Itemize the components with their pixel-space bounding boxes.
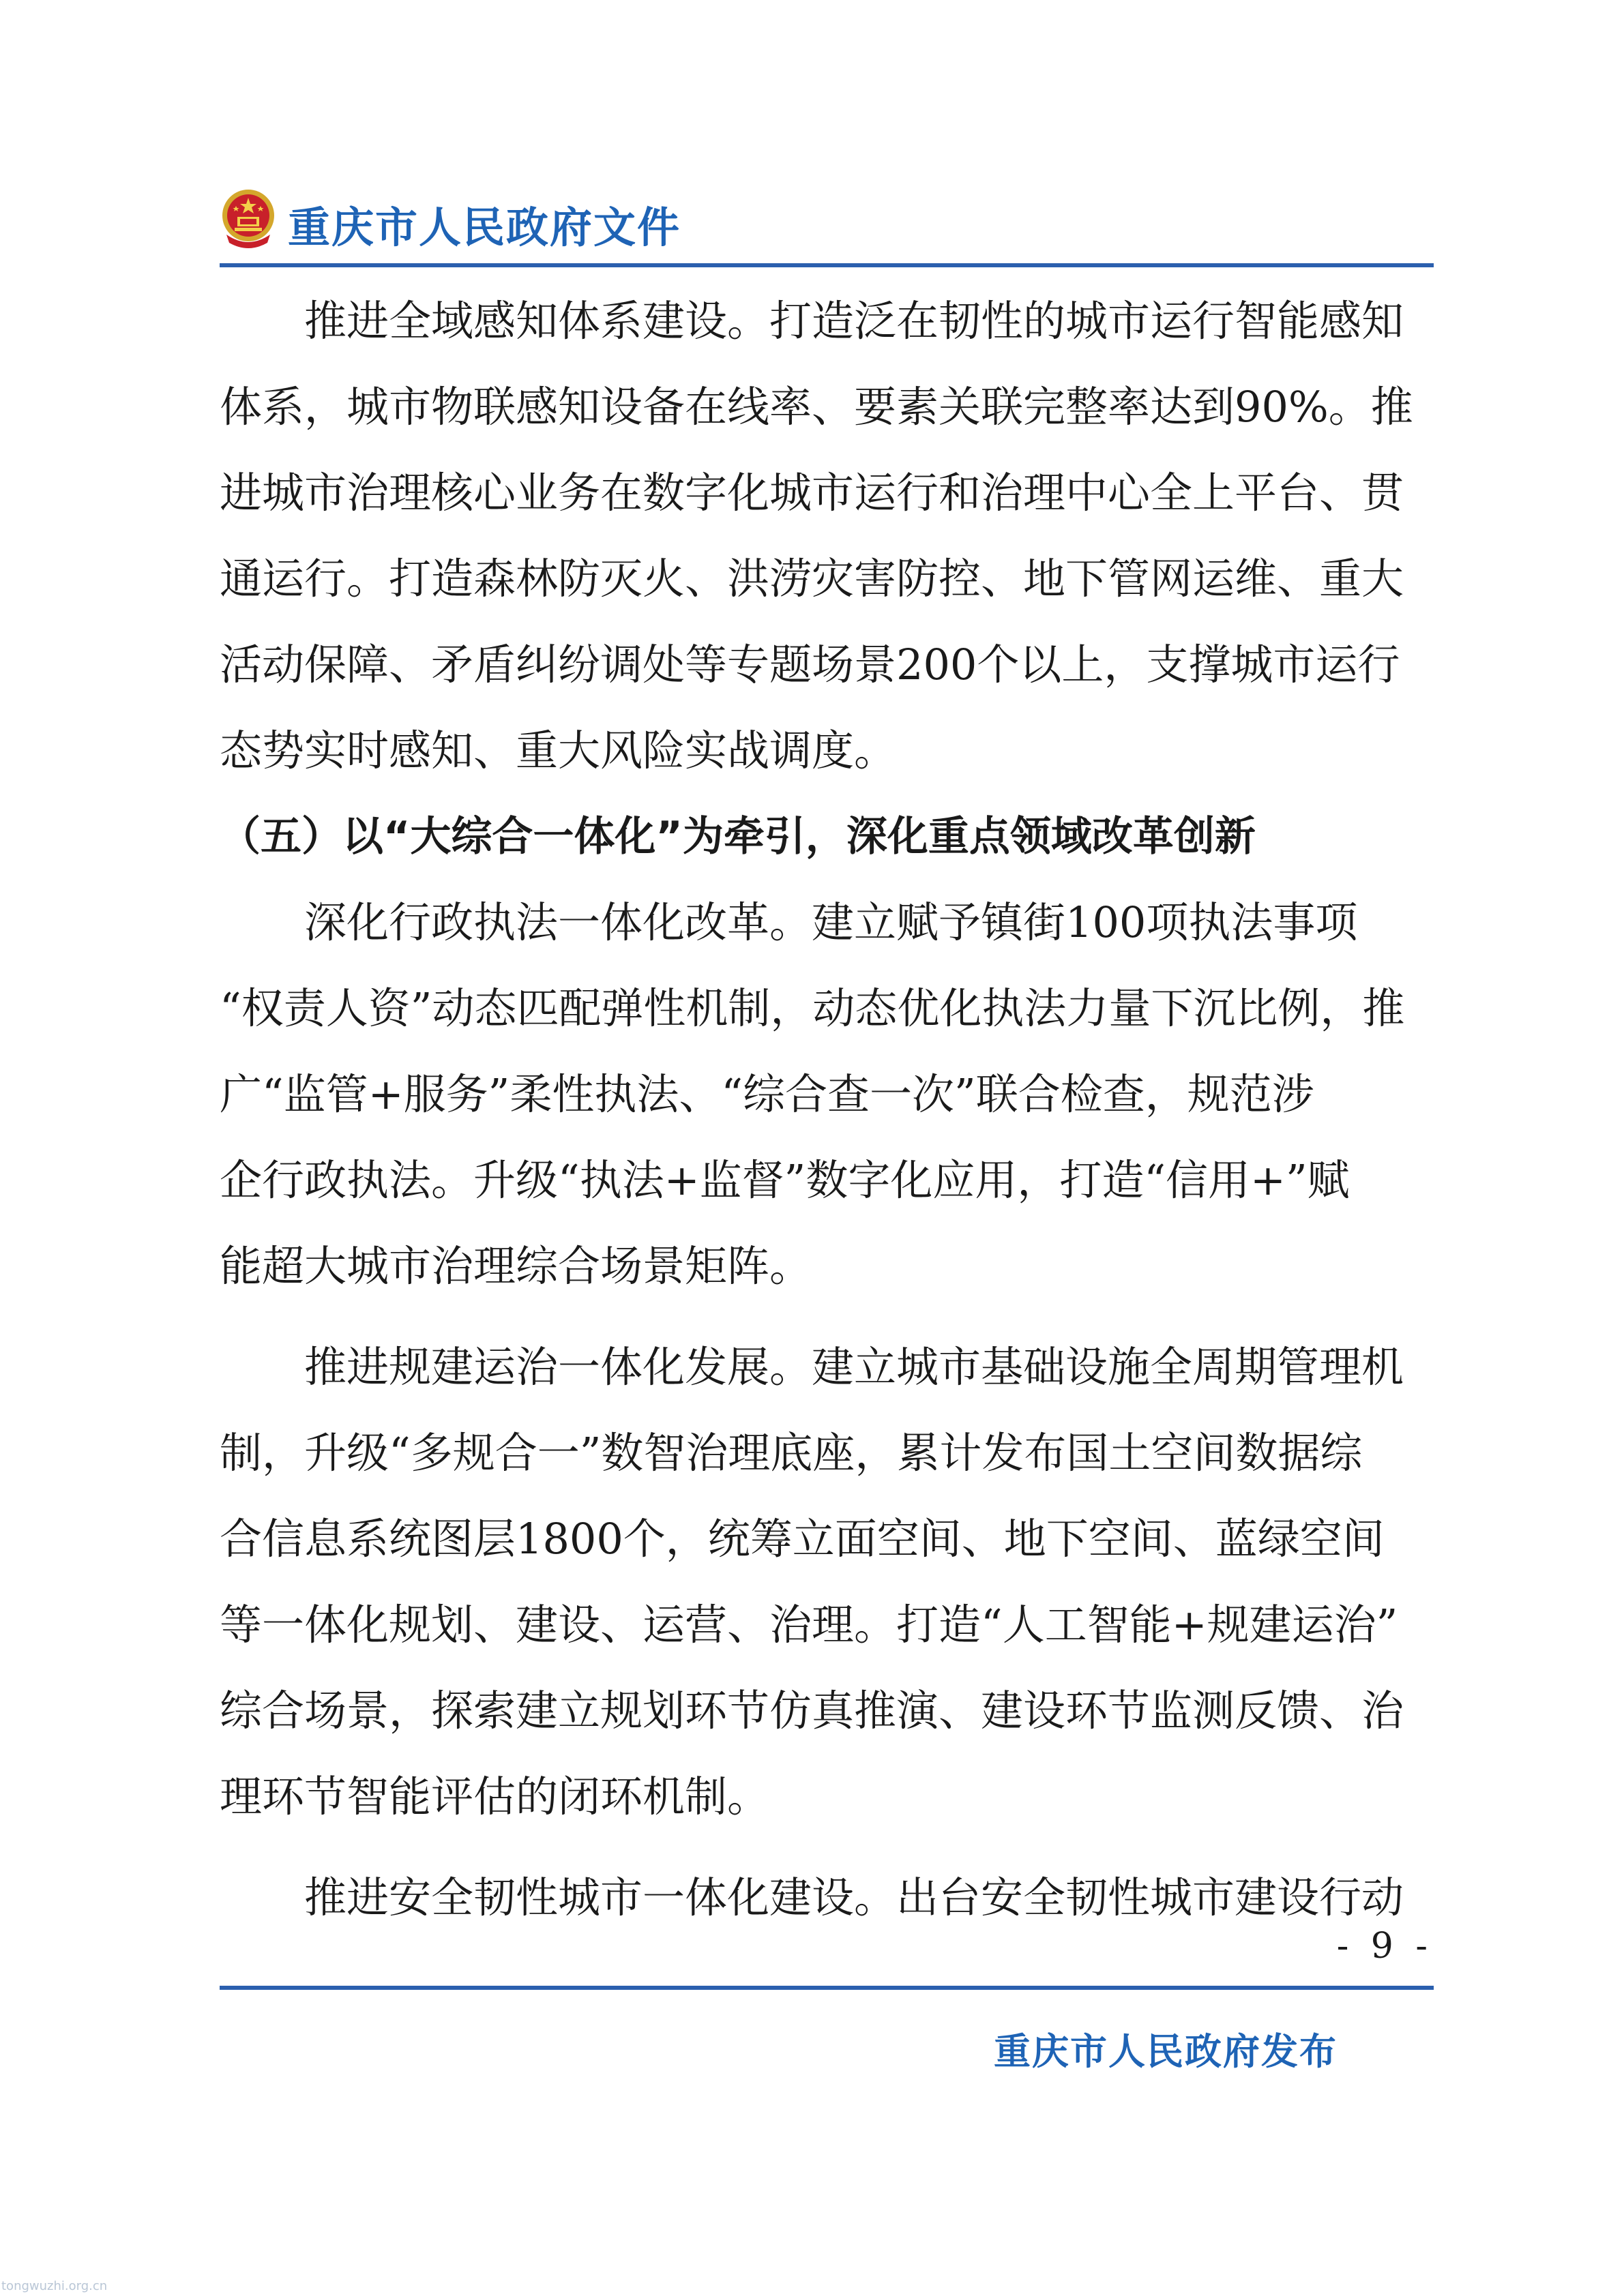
watermark: tongwuzhi.org.cn xyxy=(1,2279,108,2293)
document-body xyxy=(220,278,1434,1941)
text-line: 深化行政执法一体化改革。建立赋予镇街100项执法事项 xyxy=(220,897,1358,947)
text-line: “权责人资”动态匹配弹性机制，动态优化执法力量下沉比例，推 xyxy=(220,983,1405,1033)
paragraph xyxy=(220,880,1434,1309)
text-line: 广“监管+服务”柔性执法、“综合查一次”联合检查，规范涉 xyxy=(220,1069,1314,1119)
text-line: 制，升级“多规合一”数智治理底座，累计发布国土空间数据综 xyxy=(220,1428,1363,1478)
paragraph xyxy=(220,1855,1434,1941)
document-header xyxy=(220,185,1427,267)
text-line: 企行政执法。升级“执法+监督”数字化应用，打造“信用+”赋 xyxy=(220,1155,1350,1205)
text-line: 推进规建运治一体化发展。建立城市基础设施全周期管理机 xyxy=(220,1342,1404,1392)
paragraph xyxy=(220,278,1434,794)
section-heading: （五）以“大综合一体化”为牵引，深化重点领域改革创新 xyxy=(220,813,1256,861)
paragraph xyxy=(220,1324,1434,1840)
page-number: - 9 - xyxy=(1336,1926,1433,1967)
text-line: 合信息系统图层1800个，统筹立面空间、地下空间、蓝绿空间 xyxy=(220,1514,1385,1564)
paragraph-gap xyxy=(220,1309,1434,1324)
document-title: 重庆市人民政府文件 xyxy=(288,203,681,252)
national-emblem-icon xyxy=(220,185,277,251)
text-line: 活动保障、矛盾纠纷调处等专题场景200个以上，支撑城市运行 xyxy=(220,640,1400,689)
text-line: 态势实时感知、重大风险实战调度。 xyxy=(220,726,897,775)
text-line: 进城市治理核心业务在数字化城市运行和治理中心全上平台、贯 xyxy=(220,468,1404,518)
text-line: 等一体化规划、建设、运营、治理。打造“人工智能+规建运治” xyxy=(220,1600,1398,1650)
text-line: 能超大城市治理综合场景矩阵。 xyxy=(220,1241,812,1291)
text-line: 通运行。打造森林防灭火、洪涝灾害防控、地下管网运维、重大 xyxy=(220,554,1404,603)
text-line: 推进安全韧性城市一体化建设。出台安全韧性城市建设行动 xyxy=(220,1873,1404,1922)
text-line: 推进全域感知体系建设。打造泛在韧性的城市运行智能感知 xyxy=(220,296,1404,346)
text-line: 理环节智能评估的闭环机制。 xyxy=(220,1772,770,1821)
footer-divider xyxy=(220,1986,1434,1990)
header-divider xyxy=(220,263,1434,267)
paragraph-gap xyxy=(220,1840,1434,1855)
footer-publisher: 重庆市人民政府发布 xyxy=(994,2029,1338,2073)
text-line: 综合场景，探索建立规划环节仿真推演、建设环节监测反馈、治 xyxy=(220,1686,1404,1735)
text-line: 体系，城市物联感知设备在线率、要素关联完整率达到90%。推 xyxy=(220,382,1413,432)
